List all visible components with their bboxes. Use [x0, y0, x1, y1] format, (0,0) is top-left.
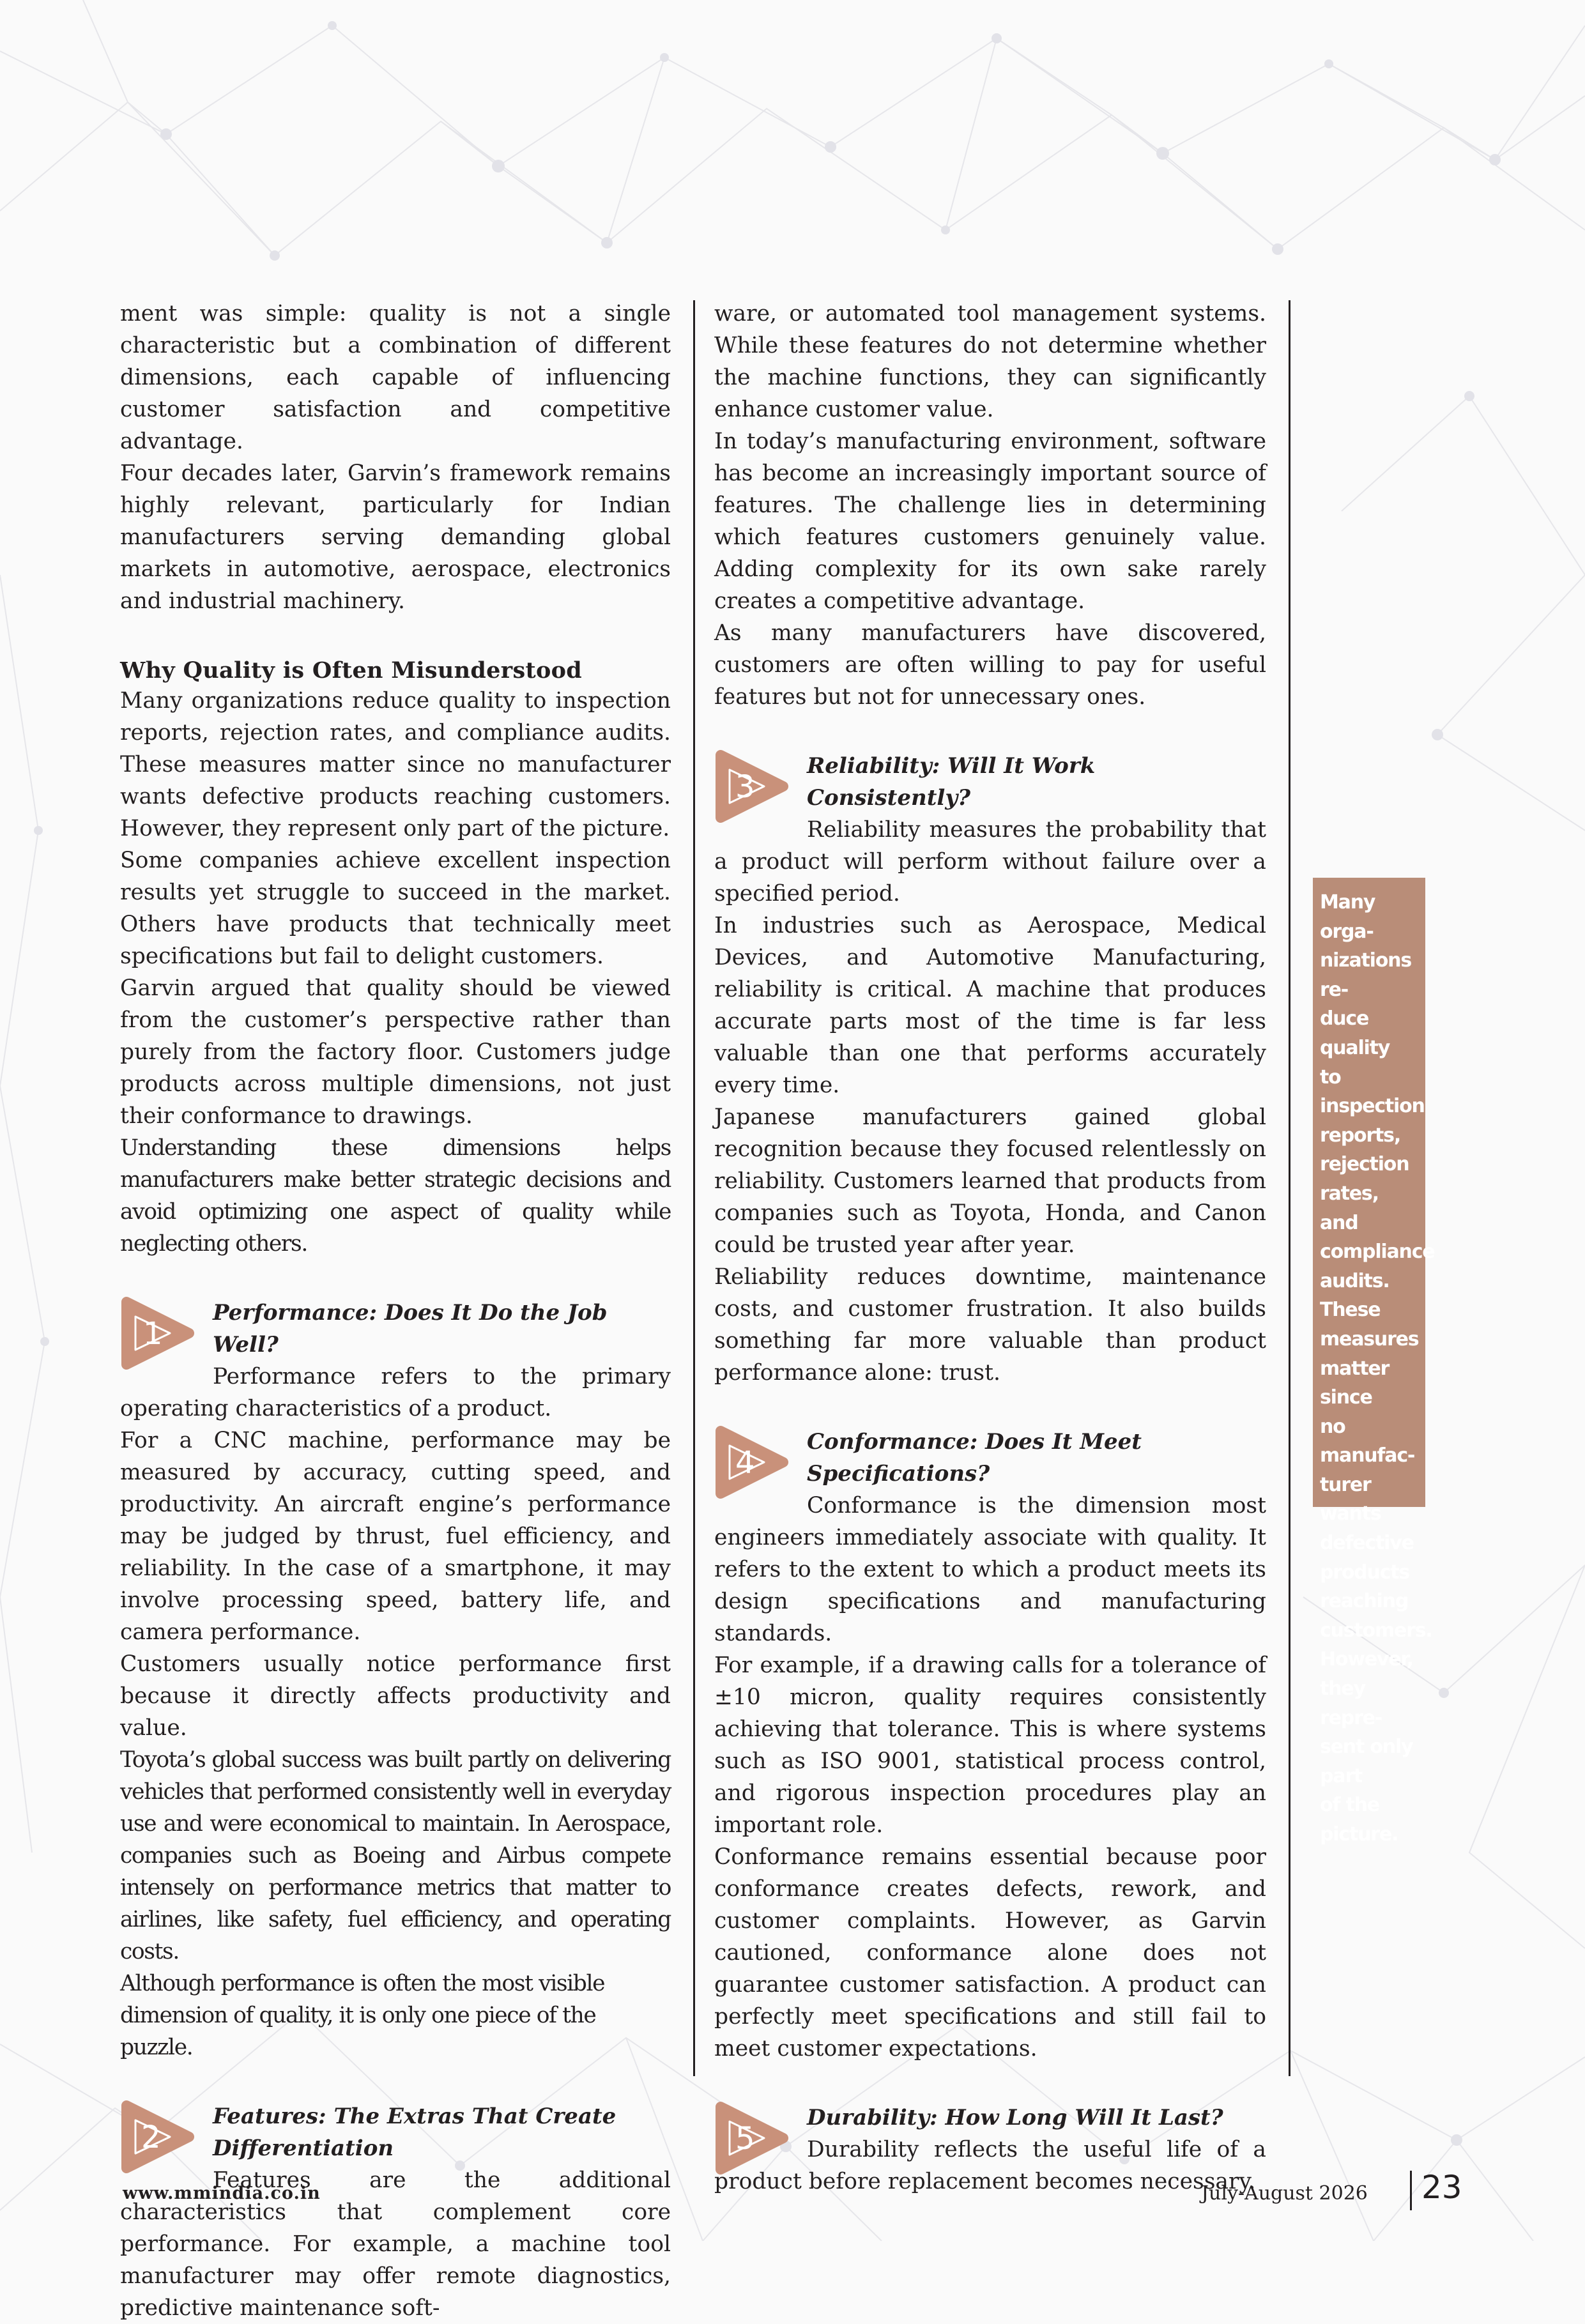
feature-features	[120, 2100, 671, 2324]
column-divider	[1289, 300, 1290, 2076]
paragraph: Four decades later, Garvin’s framework remains highly relevant, particularly for Indian manufacturers serving demanding global markets in automotive, aerospace, electronics and industrial machinery.	[120, 461, 671, 614]
paragraph: For example, if a drawing calls for a tolerance of ±10 micron, quality requires consistently achieving that tolerance. This is where systems such as ISO 9001, statistical process control, and rigorous inspection procedures play an important role.	[714, 1653, 1266, 1838]
paragraph: ware, or automated tool management systems. While these features do not determine whether the machine functions, they can significantly enhance customer value.	[714, 301, 1266, 422]
number-badge-icon	[120, 2099, 197, 2175]
paragraph: Some companies achieve excellent inspection results yet struggle to succeed in the market. Others have products that technically meet specifications but fail to delight customers.	[120, 848, 671, 969]
paragraph: Many organizations reduce quality to inspection reports, rejection rates, and compliance audits. These measures matter since no manufacturer wants defective products reaching customers. However, they represent only part of the picture.	[120, 688, 671, 841]
paragraph: Conformance is the dimension most engineers immediately associate with quality. It refers to the extent to which a product meets its design specifications and manufacturing standards.	[714, 1493, 1266, 1646]
paragraph: Garvin argued that quality should be viewed from the customer’s perspective rather than purely from the factory floor. Customers judge products across multiple dimensions, not just their conformance to drawings.	[120, 975, 671, 1129]
feature-title: Features: The Extras That Create Differentiation	[213, 2104, 616, 2161]
number-badge-icon	[714, 749, 791, 824]
number-badge-icon	[120, 1296, 197, 1371]
number-badge-icon	[714, 2100, 791, 2176]
feature-title: Performance: Does It Do the Job Well?	[213, 1300, 608, 1357]
paragraph: Customers usually notice performance first because it directly affects productivity and value.	[120, 1651, 671, 1741]
paragraph: In industries such as Aerospace, Medical Devices, and Automotive Manufacturing, reliability is critical. A machine that produces accurate parts most of the time is far less valuable than one that performs accurately every time.	[714, 913, 1266, 1098]
paragraph: Performance refers to the primary operating characteristics of a product.	[120, 1364, 671, 1421]
paragraph: ment was simple: quality is not a single characteristic but a combination of different dimensions, each capable of influencing customer satisfaction and competitive advantage.	[120, 301, 671, 454]
footer-issue-date: July-August 2026	[1201, 2182, 1368, 2205]
footer-website: www.mmindia.co.in	[123, 2183, 321, 2203]
feature-reliability	[714, 750, 1266, 1389]
paragraph: Japanese manufacturers gained global recognition because they focused relentlessly on reliability. Customers learned that products from companies such as Toyota, Honda, and Canon could be trusted year after year.	[714, 1105, 1266, 1258]
feature-conformance	[714, 1426, 1266, 2065]
badge-number: 4	[735, 1445, 755, 1481]
feature-title: Conformance: Does It Meet Specifications?	[807, 1429, 1142, 1487]
badge-number: 2	[141, 2120, 161, 2155]
paragraph: For a CNC machine, performance may be measured by accuracy, cutting speed, and productivity. An aircraft engine’s performance may be judged by thrust, fuel efficiency, and reliability. In the case of a smartphone, it may involve processing speed, battery life, and camera performance.	[120, 1428, 671, 1645]
paragraph: Understanding these dimensions helps manufacturers make better strategic decisions and avoid optimizing one aspect of quality while neglecting others.	[120, 1135, 671, 1257]
badge-number: 5	[735, 2121, 755, 2157]
middle-column	[714, 298, 1266, 2198]
left-column	[120, 298, 671, 2324]
paragraph: Although performance is often the most visible dimension of quality, it is only one piece of the puzzle.	[120, 1971, 605, 2060]
feature-title: Durability: How Long Will It Last?	[807, 2105, 1223, 2130]
paragraph: Reliability measures the probability that a product will perform without failure over a specified period.	[714, 817, 1266, 906]
paragraph: Reliability reduces downtime, maintenance costs, and customer frustration. It also builds something far more valuable than product performance alone: trust.	[714, 1264, 1266, 1386]
paragraph: Conformance remains essential because poor conformance creates defects, rework, and customer complaints. However, as Garvin cautioned, conformance alone does not guarantee customer satisfaction. A product can perfectly meet specifications and still fail to meet customer expectations.	[714, 1844, 1266, 2061]
paragraph: As many manufacturers have discovered, customers are often willing to pay for useful features but not for unnecessary ones.	[714, 620, 1266, 710]
pull-quote-text: Many orga- nizations re- duce quality to inspection reports, rejection rates, and compliance audits. These measures matter since no manufac- turer wants defective products reaching customers. However, they repre- sent only part of the picture.	[1320, 891, 1435, 1846]
feature-performance	[120, 1297, 671, 2063]
paragraph: Toyota’s global success was built partly on delivering vehicles that performed consistently well in everyday use and were economical to maintain. In Aerospace, companies such as Boeing and Airbus compete intensely on performance metrics that matter to airlines, like safety, fuel efficiency, and operating costs.	[120, 1747, 671, 1964]
column-divider	[693, 300, 695, 2076]
number-badge-icon	[714, 1425, 791, 1500]
section-heading: Why Quality is Often Misunderstood	[120, 657, 583, 684]
footer-separator	[1410, 2171, 1412, 2210]
paragraph: Features are the additional characteristics that complement core performance. For example, a machine tool manufacturer may offer remote diagnostics, predictive maintenance soft-	[120, 2167, 671, 2321]
pull-quote-box	[1313, 878, 1435, 1846]
badge-number: 3	[735, 769, 755, 805]
feature-durability	[714, 2102, 1266, 2198]
feature-title: Reliability: Will It Work Consistently?	[807, 753, 1096, 811]
page-number: 23	[1421, 2169, 1462, 2206]
badge-number: 1	[143, 1316, 163, 1352]
paragraph: In today’s manufacturing environment, software has become an increasingly important source of features. The challenge lies in determining which features customers genuinely value. Adding complexity for its own sake rarely creates a competitive advantage.	[714, 429, 1266, 614]
paragraph: Durability reflects the useful life of a product before replacement becomes necessary.	[714, 2137, 1266, 2194]
